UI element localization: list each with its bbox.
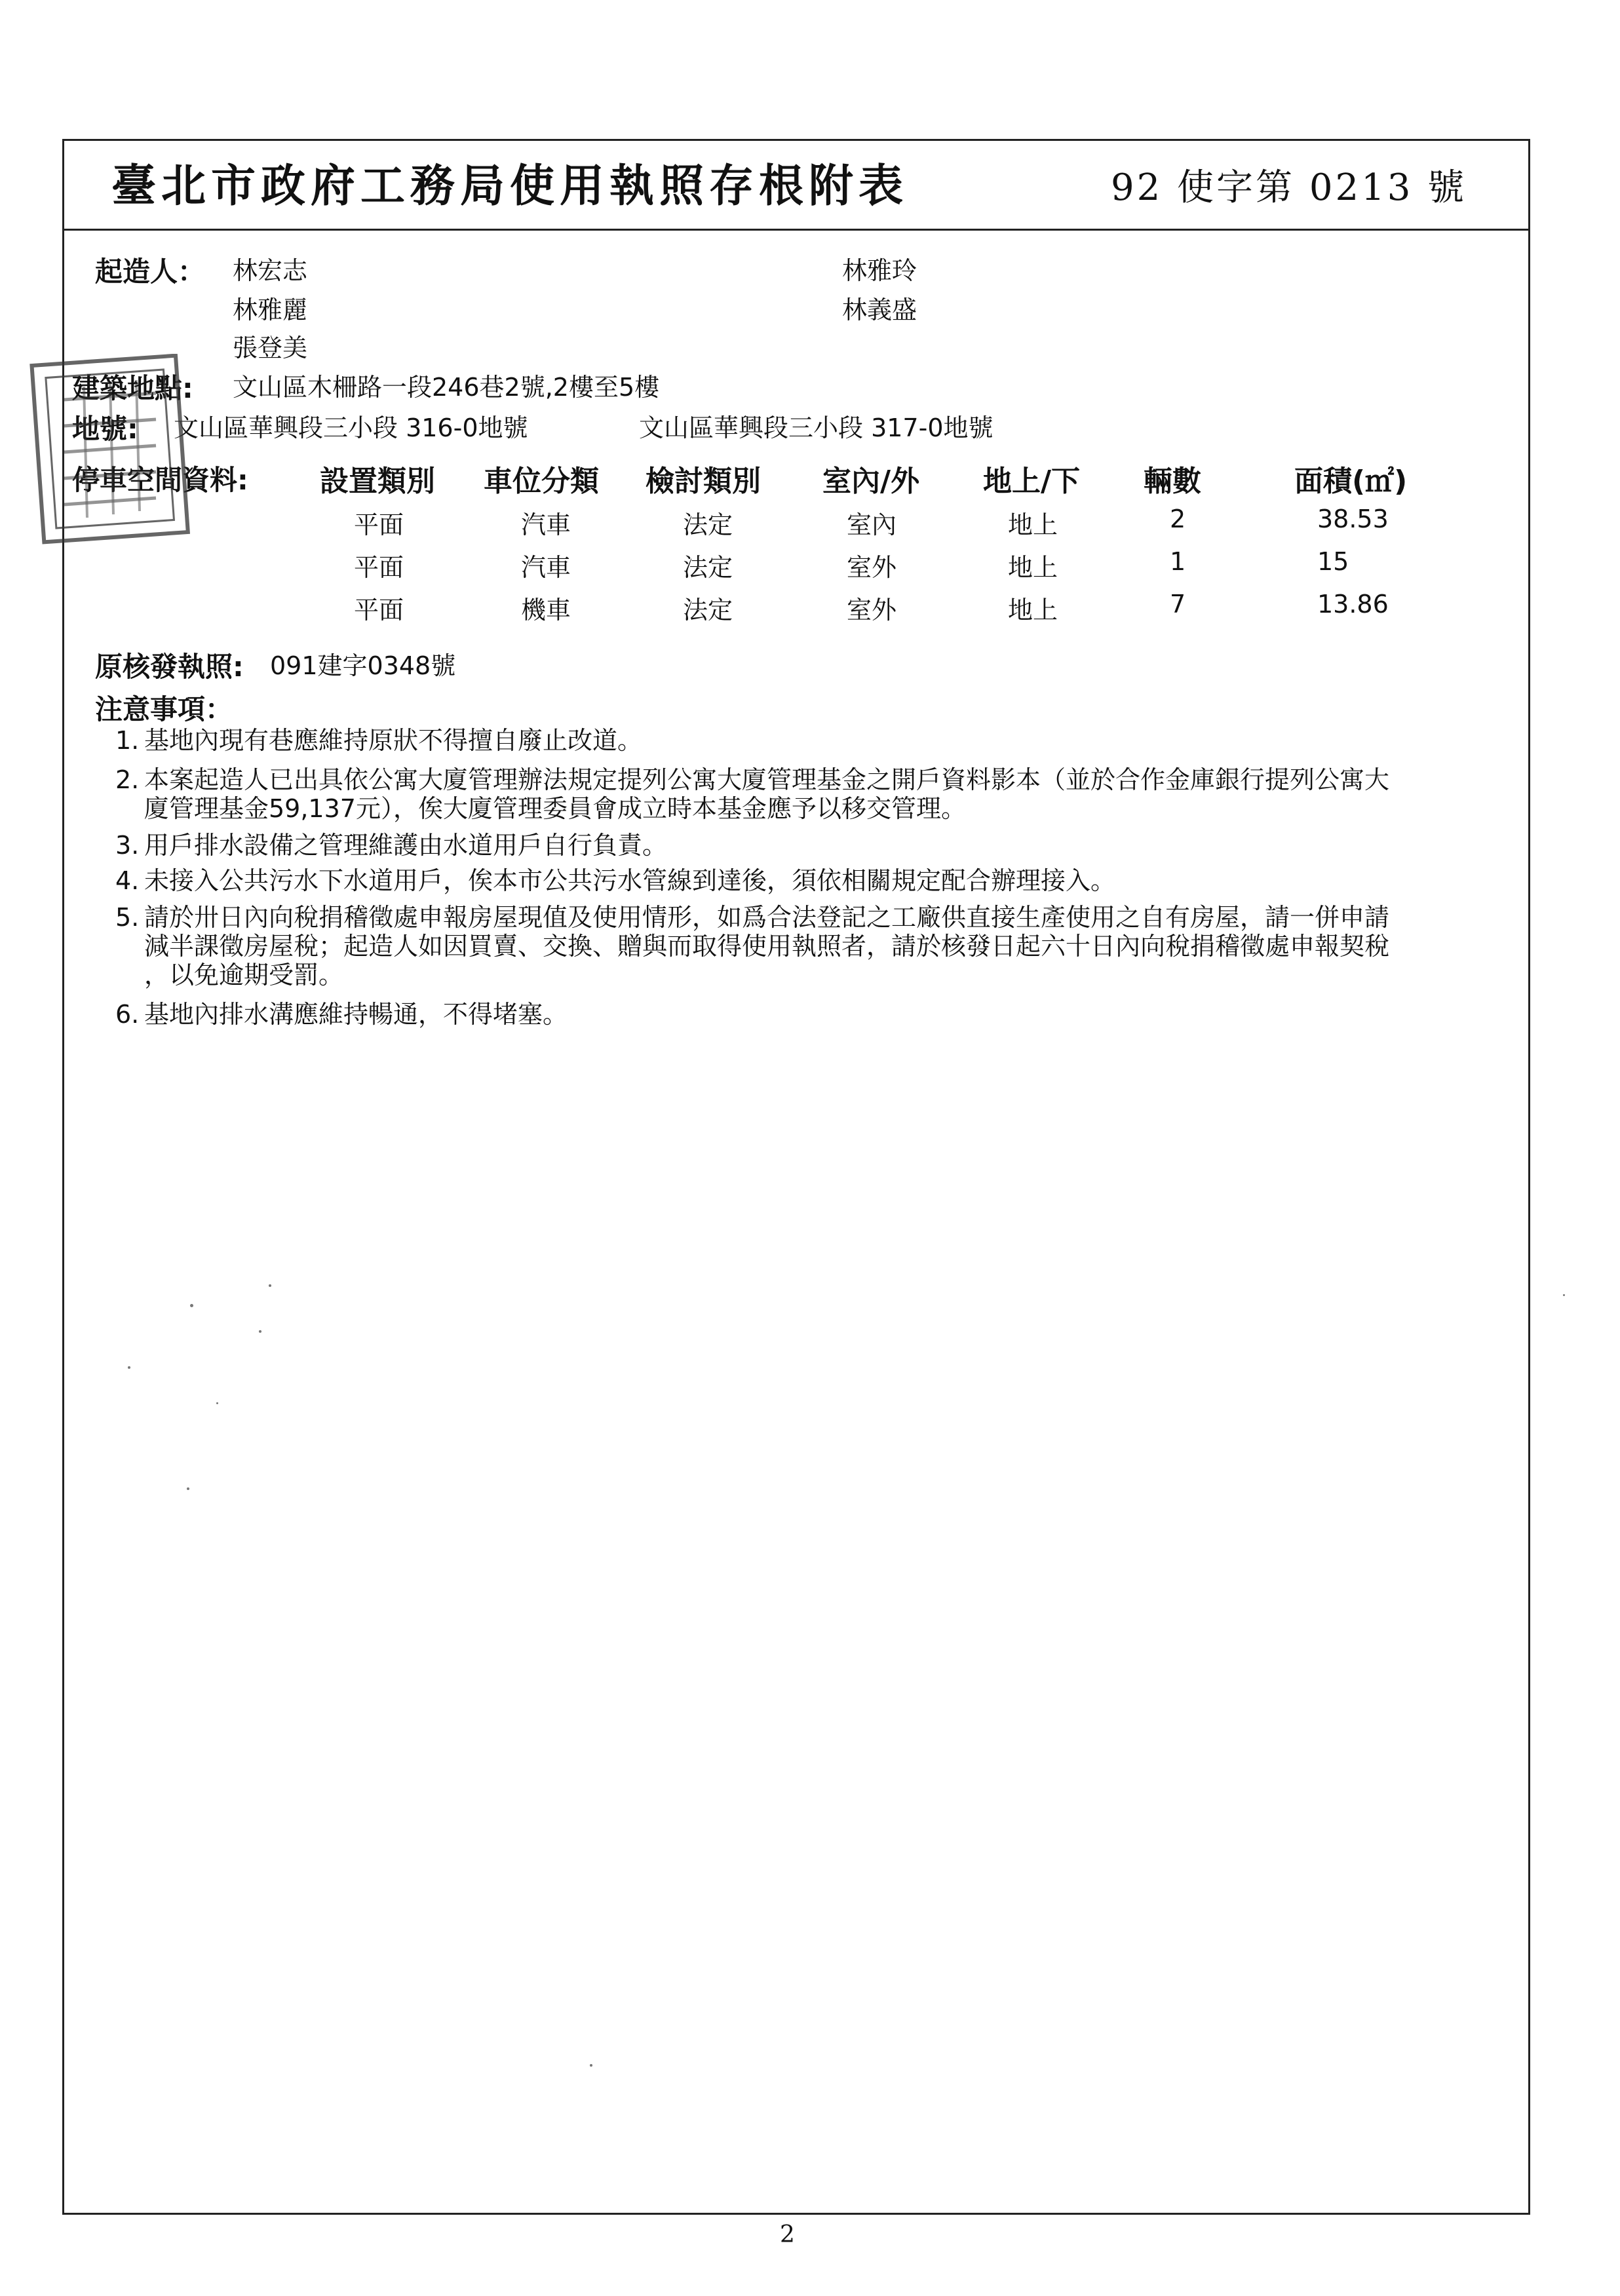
builder-name-2: 林雅玲 bbox=[842, 256, 917, 285]
note-item-4 bbox=[115, 866, 1492, 895]
note-line: 本案起造人已出具依公寓大廈管理辦法規定提列公寓大廈管理基金之開戶資料影本（並於合作金庫銀行提列公寓大 bbox=[144, 765, 1390, 794]
builders-label: 起造人： bbox=[95, 256, 206, 288]
table-cell: 平面 bbox=[354, 596, 404, 624]
scan-speck bbox=[269, 1284, 271, 1287]
location-label: 建築地點: bbox=[72, 372, 193, 404]
permit-number: 92 使字第 0213 號 bbox=[1111, 166, 1467, 209]
original-license-label: 原核發執照: bbox=[95, 651, 244, 683]
table-cell: 法定 bbox=[683, 596, 733, 624]
note-line: ，以免逾期受罰。 bbox=[144, 961, 344, 989]
builder-name-1: 林宏志 bbox=[233, 256, 308, 285]
scan-speck bbox=[1563, 1294, 1565, 1296]
table-cell: 15 bbox=[1317, 547, 1349, 576]
lot-label: 地號: bbox=[72, 413, 138, 445]
parking-col-type: 設置類別 bbox=[320, 465, 435, 498]
table-cell: 法定 bbox=[683, 510, 733, 539]
table-cell: 7 bbox=[1170, 590, 1186, 619]
note-line: 用戶排水設備之管理維護由水道用戶自行負責。 bbox=[144, 831, 668, 860]
note-line: 未接入公共污水下水道用戶，俟本市公共污水管線到達後，須依相關規定配合辦理接入。 bbox=[144, 866, 1116, 895]
note-item-3 bbox=[115, 831, 1492, 860]
scan-speck bbox=[216, 1402, 218, 1404]
title-row bbox=[62, 139, 1530, 231]
table-cell: 室內 bbox=[847, 510, 897, 539]
table-cell: 地上 bbox=[1008, 553, 1058, 582]
note-line: 減半課徵房屋稅；起造人如因買賣、交換、贈與而取得使用執照者，請於核發日起六十日內向稅捐稽徵處申報契稅 bbox=[144, 932, 1390, 961]
note-item-1 bbox=[115, 726, 1492, 755]
parking-col-category: 車位分類 bbox=[484, 465, 599, 498]
scan-speck bbox=[590, 2064, 592, 2067]
table-cell: 地上 bbox=[1008, 510, 1058, 539]
table-cell: 法定 bbox=[683, 553, 733, 582]
table-cell: 地上 bbox=[1008, 596, 1058, 624]
scan-speck bbox=[187, 1487, 189, 1490]
note-number: 1. bbox=[115, 726, 140, 755]
note-line: 基地內排水溝應維持暢通，不得堵塞。 bbox=[144, 1000, 568, 1029]
document-frame bbox=[62, 139, 1530, 2215]
table-cell: 室外 bbox=[847, 596, 897, 624]
table-cell: 1 bbox=[1170, 547, 1186, 576]
note-line: 基地內現有巷應維持原狀不得擅自廢止改道。 bbox=[144, 726, 643, 755]
table-cell: 38.53 bbox=[1317, 505, 1389, 533]
note-item-6 bbox=[115, 1000, 1492, 1029]
table-cell: 汽車 bbox=[521, 510, 571, 539]
parking-col-count: 輛數 bbox=[1144, 465, 1201, 498]
parking-col-indoor: 室內/外 bbox=[822, 465, 920, 498]
table-cell: 平面 bbox=[354, 553, 404, 582]
location-value: 文山區木柵路一段246巷2號,2樓至5樓 bbox=[233, 373, 660, 402]
note-line: 請於卅日內向稅捐稽徵處申報房屋現值及使用情形，如爲合法登記之工廠供直接生產使用之自有房屋，請一併申請 bbox=[144, 903, 1390, 932]
note-number: 2. bbox=[115, 765, 140, 794]
original-license-value: 091建字0348號 bbox=[270, 651, 456, 680]
note-number: 6. bbox=[115, 1000, 140, 1029]
lot-value-1: 文山區華興段三小段 316-0地號 bbox=[174, 413, 528, 442]
parking-label: 停車空間資料: bbox=[72, 464, 248, 496]
table-cell: 2 bbox=[1170, 505, 1186, 533]
parking-col-area: 面積(㎡) bbox=[1294, 465, 1408, 498]
note-number: 5. bbox=[115, 903, 140, 932]
builder-name-3: 林雅麗 bbox=[233, 296, 308, 324]
table-cell: 機車 bbox=[521, 596, 571, 624]
note-line: 廈管理基金59,137元），俟大廈管理委員會成立時本基金應予以移交管理。 bbox=[144, 794, 966, 823]
note-item-5 bbox=[115, 903, 1492, 989]
builder-name-4: 林義盛 bbox=[842, 296, 917, 324]
page-title: 臺北市政府工務局使用執照存根附表 bbox=[111, 160, 909, 212]
official-stamp-icon bbox=[25, 354, 195, 550]
parking-col-review: 檢討類別 bbox=[646, 465, 761, 498]
lot-value-2: 文山區華興段三小段 317-0地號 bbox=[639, 413, 993, 442]
table-cell: 平面 bbox=[354, 510, 404, 539]
page-number: 2 bbox=[780, 2221, 795, 2248]
table-cell: 13.86 bbox=[1317, 590, 1389, 619]
scan-speck bbox=[128, 1366, 130, 1369]
note-number: 4. bbox=[115, 866, 140, 895]
scan-speck bbox=[259, 1330, 261, 1333]
note-number: 3. bbox=[115, 831, 140, 860]
table-cell: 室外 bbox=[847, 553, 897, 582]
parking-col-level: 地上/下 bbox=[983, 465, 1081, 498]
builder-name-5: 張登美 bbox=[233, 334, 308, 362]
note-item-2 bbox=[115, 765, 1492, 823]
table-cell: 汽車 bbox=[521, 553, 571, 582]
scan-speck bbox=[190, 1304, 193, 1307]
notes-label: 注意事項： bbox=[95, 693, 233, 725]
